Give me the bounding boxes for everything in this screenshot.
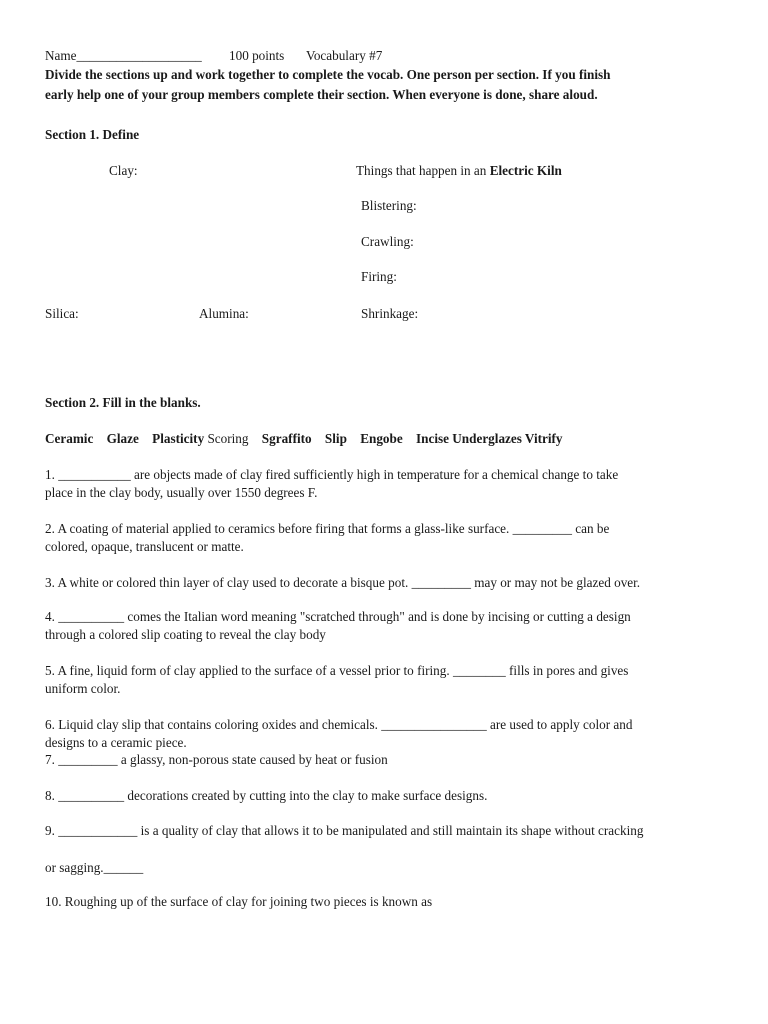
question-6-line-2: designs to a ceramic piece. [45, 735, 187, 750]
question-5-line-1: 5. A fine, liquid form of clay applied to the surface of a vessel prior to firing. ________ fills in pores and gives [45, 663, 629, 678]
question-2-line-2: colored, opaque, translucent or matte. [45, 539, 244, 554]
electric-kiln-heading [356, 162, 562, 180]
electric-kiln-prefix: Things that happen in an [356, 163, 490, 178]
question-4-line-2: through a colored slip coating to reveal the clay body [45, 627, 326, 642]
term-silica: Silica: [45, 306, 79, 321]
word-engobe: Engobe [360, 431, 403, 446]
question-5-line-2: uniform color. [45, 681, 121, 696]
word-glaze: Glaze [106, 431, 139, 446]
term-clay: Clay: [109, 163, 138, 178]
vocab-title: Vocabulary #7 [306, 48, 383, 63]
question-9-line-2: or sagging.______ [45, 860, 144, 875]
instructions-line-2: early help one of your group members complete their section. When everyone is done, share aloud. [45, 87, 598, 102]
word-slip: Slip [324, 431, 347, 446]
question-9-line-1: 9. ____________ is a quality of clay that allows it to be manipulated and still maintain its shape without cracking [45, 823, 644, 838]
word-scoring: Scoring [207, 431, 249, 446]
instructions-line-1: Divide the sections up and work together to complete the vocab. One person per section. If you finish [45, 67, 611, 82]
question-1-line-2: place in the clay body, usually over 1550 degrees F. [45, 485, 318, 500]
name-field-label: Name___________________ [45, 48, 202, 63]
question-7-line-1: 7. _________ a glassy, non-porous state caused by heat or fusion [45, 752, 388, 767]
term-blistering: Blistering: [361, 198, 417, 213]
term-firing: Firing: [361, 269, 397, 284]
word-sgraffito: Sgraffito [261, 431, 312, 446]
word-ceramic: Ceramic [45, 431, 94, 446]
term-alumina: Alumina: [199, 306, 249, 321]
question-2-line-1: 2. A coating of material applied to ceramics before firing that forms a glass-like surface. _________ can be [45, 521, 610, 536]
question-6-line-1: 6. Liquid clay slip that contains coloring oxides and chemicals. ________________ are used to apply color and [45, 717, 633, 732]
section-2-heading: Section 2. Fill in the blanks. [45, 395, 201, 410]
word-incise: Incise [416, 431, 449, 446]
term-shrinkage: Shrinkage: [361, 306, 419, 321]
word-underglazes-vitrify: Underglazes Vitrify [452, 431, 563, 446]
section-1-heading: Section 1. Define [45, 127, 140, 142]
word-bank [45, 430, 563, 448]
question-4-line-1: 4. __________ comes the Italian word meaning "scratched through" and is done by incising or cutting a design [45, 609, 631, 624]
question-1-line-1: 1. ___________ are objects made of clay fired sufficiently high in temperature for a chemical change to take [45, 467, 619, 482]
question-8-line-1: 8. __________ decorations created by cutting into the clay to make surface designs. [45, 788, 488, 803]
question-3-line-1: 3. A white or colored thin layer of clay used to decorate a bisque pot. _________ may or may not be glazed over. [45, 575, 641, 590]
question-10-line-1: 10. Roughing up of the surface of clay for joining two pieces is known as [45, 894, 433, 909]
word-plasticity: Plasticity [152, 431, 205, 446]
electric-kiln-bold: Electric Kiln [489, 163, 562, 178]
points-label: 100 points [229, 48, 285, 63]
term-crawling: Crawling: [361, 234, 414, 249]
